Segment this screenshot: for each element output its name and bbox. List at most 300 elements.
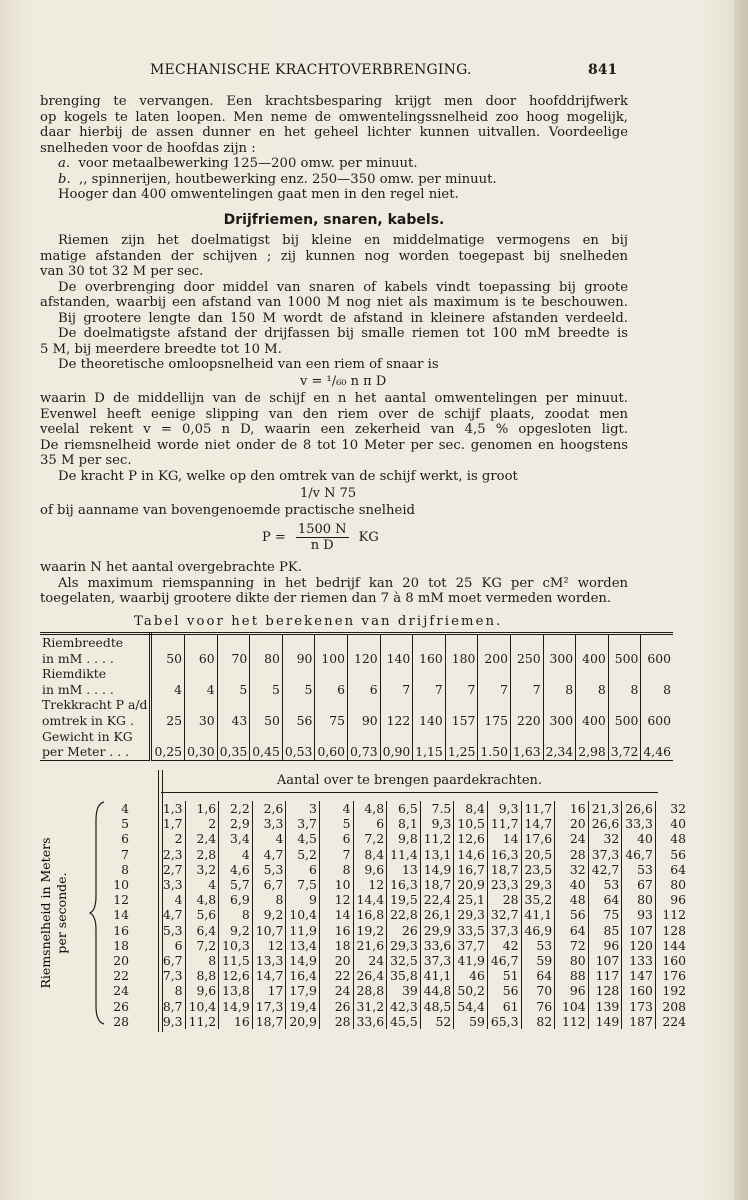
table-cell: 75 xyxy=(315,713,348,729)
text-line: op kogels te laten loopen. Men neme de omwentelingssnelheid zoo hoog mogelijk, xyxy=(40,109,628,125)
table-cell: 10,3 xyxy=(219,938,253,953)
text-line: De kracht P in KG, welke op den omtrek van de schijf werkt, is groot xyxy=(58,468,518,484)
table-cell: 13 xyxy=(387,862,421,877)
table-cell: 8 xyxy=(252,892,286,907)
table-cell: 20,9 xyxy=(454,877,488,892)
table-cell: 2,7 xyxy=(151,862,185,877)
table-row xyxy=(105,923,688,938)
table-cell: 96 xyxy=(588,938,622,953)
table-cell: 37,3 xyxy=(487,923,521,938)
table-cell: 56 xyxy=(555,907,589,922)
table-cell: 59 xyxy=(454,1014,488,1029)
table-cell: 23,3 xyxy=(487,877,521,892)
table-cell: 6 xyxy=(353,816,387,831)
table-cell-empty xyxy=(250,729,283,745)
table-cell: 9 xyxy=(286,892,320,907)
table-cell: 20 xyxy=(319,953,353,968)
speed-value: 16 xyxy=(113,922,129,938)
table-cell: 10,4 xyxy=(286,907,320,922)
table-row xyxy=(105,953,688,968)
table-cell: 16,3 xyxy=(487,847,521,862)
table-cell: 44,8 xyxy=(420,983,454,998)
table-cell: 48 xyxy=(670,831,686,847)
table-cell-empty xyxy=(608,729,641,745)
table-cell: 8,1 xyxy=(387,816,421,831)
table-cell: 32 xyxy=(555,862,589,877)
table-cell: 7,2 xyxy=(353,831,387,846)
table-cell: 17,9 xyxy=(286,983,320,998)
table-cell: 11,2 xyxy=(185,1014,219,1029)
table-cell: 0,30 xyxy=(185,744,218,760)
table-cell: 7,2 xyxy=(185,938,219,953)
table-cell: 22,4 xyxy=(420,892,454,907)
table-cell: 31,2 xyxy=(353,999,387,1014)
table-cell: 25,1 xyxy=(454,892,488,907)
table-cell-empty xyxy=(576,729,609,745)
table-cell-empty xyxy=(348,634,381,651)
table-cell: 41,1 xyxy=(420,968,454,983)
table-cell: 140 xyxy=(380,651,413,667)
table-cell: 5 xyxy=(319,816,353,831)
table-cell: 40 xyxy=(555,877,589,892)
table-cell-empty xyxy=(185,634,218,651)
speed-value: 14 xyxy=(113,907,129,923)
table-cell: 7.5 xyxy=(420,801,454,816)
table-cell: 26,6 xyxy=(588,816,622,831)
table-cell: 600 xyxy=(647,650,671,666)
table-cell-empty xyxy=(641,697,673,713)
table-row xyxy=(40,729,673,745)
table-cell: 5 xyxy=(282,682,315,698)
table-cell: 52 xyxy=(420,1014,454,1029)
table-cell: 5 xyxy=(217,682,250,698)
running-header: MECHANISCHE KRACHTOVERBRENGING. xyxy=(150,62,472,78)
table-cell: 11,9 xyxy=(286,923,320,938)
table-cell: 17 xyxy=(252,983,286,998)
table-cell: 8 xyxy=(663,681,671,697)
table-cell: 16,4 xyxy=(286,968,320,983)
text-line: veelal rekent v = 0,05 n D, waarin een zekerheid van 4,5 % opgesloten ligt. xyxy=(40,422,628,437)
table-cell: 5,6 xyxy=(185,907,219,922)
table-cell: 20,5 xyxy=(521,847,555,862)
table-cell-empty xyxy=(380,634,413,651)
table-cell: 187 xyxy=(622,1014,656,1029)
table-cell: 224 xyxy=(662,1013,686,1029)
table-cell-empty xyxy=(250,666,283,682)
table-caption: Tabel voor het berekenen van drijfriemen. xyxy=(134,614,503,629)
table-cell: 7 xyxy=(445,682,478,698)
table-cell-empty xyxy=(380,697,413,713)
horsepower-header: Aantal over te brengen paardekrachten. xyxy=(161,770,658,793)
table-cell-empty xyxy=(185,729,218,745)
table-cell: 133 xyxy=(622,953,656,968)
table-cell: 65,3 xyxy=(487,1014,521,1029)
table-cell: 14,9 xyxy=(219,999,253,1014)
table-cell: 67 xyxy=(622,877,656,892)
table-cell: 53 xyxy=(521,938,555,953)
table-cell: 2,6 xyxy=(252,801,286,816)
text-line: De doelmatigste afstand der drijfassen bij smalle riemen tot 100 mM breedte is xyxy=(58,326,628,341)
table-cell-empty xyxy=(380,666,413,682)
table-cell: 4,6 xyxy=(219,862,253,877)
table-cell-empty xyxy=(315,729,348,745)
table-cell: 2,8 xyxy=(185,847,219,862)
table-row xyxy=(40,651,673,667)
table-cell: 3,3 xyxy=(252,816,286,831)
table-cell: 20 xyxy=(555,816,589,831)
page-edge xyxy=(734,0,748,1200)
table-cell-empty xyxy=(185,666,218,682)
table-cell: 39 xyxy=(387,983,421,998)
table-cell: 33,6 xyxy=(420,938,454,953)
text-line: 35 M per sec. xyxy=(40,453,132,468)
table-cell: 32 xyxy=(588,831,622,846)
text-line: toegelaten, waarbij grootere dikte der riemen dan 7 à 8 mM moet vermeden worden. xyxy=(40,591,612,606)
table-cell: 4,7 xyxy=(252,847,286,862)
table-cell: 5,3 xyxy=(151,923,185,938)
table-cell-empty xyxy=(576,697,609,713)
table-cell: 14,7 xyxy=(521,816,555,831)
table-cell: 33,6 xyxy=(353,1014,387,1029)
table-cell: 6 xyxy=(286,862,320,877)
table-row xyxy=(105,907,688,922)
table-cell: 7,3 xyxy=(151,968,185,983)
table-cell: 13,8 xyxy=(219,983,253,998)
table-cell: 26,6 xyxy=(622,801,656,816)
table-cell: 0,45 xyxy=(250,744,283,760)
table-cell: 22 xyxy=(319,968,353,983)
text-line: Riemen zijn het doelmatigst bij kleine en middelmatige vermogens en bij xyxy=(58,233,628,248)
table-cell: 64 xyxy=(521,968,555,983)
table-cell-empty xyxy=(315,666,348,682)
table-cell: 96 xyxy=(670,892,686,908)
table-cell: 5 xyxy=(250,682,283,698)
table-cell: 18 xyxy=(319,938,353,953)
table-cell-empty xyxy=(576,634,609,651)
body-paragraph-3 xyxy=(40,503,628,519)
speed-value: 4 xyxy=(121,801,129,816)
table-cell: 96 xyxy=(555,983,589,998)
text-line: snelheden voor de hoofdas zijn : xyxy=(40,140,256,156)
table-row xyxy=(105,968,688,983)
table-cell: 6 xyxy=(315,682,348,698)
table-cell: 8 xyxy=(319,862,353,877)
table-cell-empty xyxy=(315,634,348,651)
speed-value: 26 xyxy=(113,998,129,1014)
table-cell: 180 xyxy=(445,651,478,667)
table-cell-empty xyxy=(250,697,283,713)
table-cell: 24 xyxy=(353,953,387,968)
table-cell: 64 xyxy=(588,892,622,907)
table-cell: 56 xyxy=(487,983,521,998)
table-cell: 100 xyxy=(315,651,348,667)
speed-value: 20 xyxy=(113,953,129,969)
table-cell: 1,25 xyxy=(445,744,478,760)
table-cell: 26,4 xyxy=(353,968,387,983)
table-cell: 21,6 xyxy=(353,938,387,953)
table-cell: 33,5 xyxy=(454,923,488,938)
table-cell: 7,5 xyxy=(286,877,320,892)
table-cell: 64 xyxy=(670,861,686,877)
table-cell: 88 xyxy=(555,968,589,983)
table-cell: 5,7 xyxy=(219,877,253,892)
table-cell: 2 xyxy=(185,816,219,831)
table-cell: 72 xyxy=(555,938,589,953)
text-line: daar hierbij de assen dunner en het geheel lichter kunnen uitvallen. Voordeelige xyxy=(40,125,628,140)
table-cell: 107 xyxy=(622,923,656,938)
table-cell: 4 xyxy=(151,892,185,907)
table-cell: 35,8 xyxy=(387,968,421,983)
table-cell: 200 xyxy=(478,651,511,667)
table-cell: 3,72 xyxy=(608,744,641,760)
text-line: De theoretische omloopsnelheid van een riem of snaar is xyxy=(58,357,439,372)
table-cell: 11,4 xyxy=(387,847,421,862)
table-cell: 9,3 xyxy=(487,801,521,816)
table-cell: 14,9 xyxy=(420,862,454,877)
table-cell: 19,5 xyxy=(387,892,421,907)
text-line: Als maximum riemspanning in het bedrijf kan 20 tot 25 KG per cM² worden xyxy=(58,575,628,591)
text-line: van 30 tot 32 M per sec. xyxy=(40,264,204,279)
table-cell: 8 xyxy=(576,682,609,698)
text-line: 5 M, bij meerdere breedte tot 10 M. xyxy=(40,341,282,357)
table-cell: 50 xyxy=(250,713,283,729)
text-line: brenging te vervangen. Een krachtsbesparing krijgt men door hoofddrijfwerk xyxy=(40,94,628,109)
table-cell: 300 xyxy=(543,651,576,667)
table-cell: 104 xyxy=(555,999,589,1014)
table-cell: 500 xyxy=(608,651,641,667)
table-cell: 76 xyxy=(521,999,555,1014)
table-cell-empty xyxy=(445,697,478,713)
table-cell: 149 xyxy=(588,1014,622,1029)
table-cell: 32 xyxy=(670,801,686,816)
table-cell: 4,5 xyxy=(286,831,320,846)
side-label-1: Riemsnelheid in Meters xyxy=(38,837,53,989)
table-cell: 14,6 xyxy=(454,847,488,862)
table-row xyxy=(40,682,673,698)
table-cell: 3,3 xyxy=(151,877,185,892)
table-cell: 117 xyxy=(588,968,622,983)
table-row xyxy=(105,892,688,907)
table-cell: 8 xyxy=(543,682,576,698)
table-cell-empty xyxy=(543,697,576,713)
table-row xyxy=(40,634,673,651)
table-cell: 50,2 xyxy=(454,983,488,998)
table-cell: 2 xyxy=(151,831,185,846)
speed-value: 24 xyxy=(113,983,129,999)
table-cell: 17,3 xyxy=(252,999,286,1014)
table-row xyxy=(105,983,688,998)
table-cell: 10,4 xyxy=(185,999,219,1014)
table-cell: 4 xyxy=(319,801,353,816)
table-cell: 6,7 xyxy=(151,953,185,968)
table-cell: 75 xyxy=(588,907,622,922)
list-marker: b. xyxy=(58,171,71,187)
text-line: of bij aanname van bovengenoemde practische snelheid xyxy=(40,503,415,518)
belt-dimensions-table xyxy=(40,632,673,761)
table-cell: 12 xyxy=(319,892,353,907)
table-cell: 0,35 xyxy=(217,744,250,760)
table-cell: 160 xyxy=(662,953,686,969)
table-cell-empty xyxy=(315,697,348,713)
table-cell-empty xyxy=(543,729,576,745)
table-row xyxy=(105,831,688,846)
table-cell: 90 xyxy=(348,713,381,729)
table-cell: 11,7 xyxy=(521,801,555,816)
table-cell: 13,3 xyxy=(252,953,286,968)
table-cell-empty xyxy=(478,729,511,745)
table-cell: 40 xyxy=(622,831,656,846)
table-row xyxy=(105,938,688,953)
table-cell: 5,2 xyxy=(286,847,320,862)
speed-value: 5 xyxy=(121,816,129,832)
table-cell: 1,6 xyxy=(185,801,219,816)
table-row xyxy=(105,801,688,816)
formula-omloopsnelheid: v = ¹/₆₀ n π D xyxy=(300,374,387,389)
table-cell-empty xyxy=(576,666,609,682)
table-row xyxy=(40,713,673,729)
table-cell-empty xyxy=(478,697,511,713)
table-cell: 8 xyxy=(185,953,219,968)
table-cell: 42 xyxy=(487,938,521,953)
table-cell: 29,3 xyxy=(387,938,421,953)
table-row xyxy=(105,1014,688,1029)
table-cell-empty xyxy=(445,729,478,745)
table-cell-empty xyxy=(151,634,185,651)
formula-unit: KG xyxy=(358,530,379,545)
table-cell: 0,25 xyxy=(151,744,185,760)
table-cell: 112 xyxy=(662,907,686,923)
table-cell: 5,3 xyxy=(252,862,286,877)
table-cell: 1,3 xyxy=(151,801,185,816)
table-cell: 12 xyxy=(353,877,387,892)
table-cell: 8,4 xyxy=(353,847,387,862)
formula-kracht: 1/v N 75 xyxy=(300,486,357,501)
table-cell: 2,2 xyxy=(219,801,253,816)
table-cell: 122 xyxy=(380,713,413,729)
table-cell: 400 xyxy=(576,713,609,729)
text-line: afstanden, waarbij een afstand van 1000 M nog niet als maximum is te beschouwen. xyxy=(40,295,628,310)
table-cell: 7 xyxy=(380,682,413,698)
table-cell: 14 xyxy=(319,907,353,922)
speed-value: 8 xyxy=(121,861,129,877)
table-cell: 54,4 xyxy=(454,999,488,1014)
row-label-unit: omtrek in KG . xyxy=(40,713,151,729)
horsepower-table xyxy=(105,801,688,1029)
table-cell: 3,2 xyxy=(185,862,219,877)
table-cell: 28,8 xyxy=(353,983,387,998)
table-cell-empty xyxy=(217,729,250,745)
fraction-numerator: 1500 N xyxy=(297,522,347,537)
table-cell: 173 xyxy=(622,999,656,1014)
table-cell: 56 xyxy=(282,713,315,729)
table-cell: 21,3 xyxy=(588,801,622,816)
table-cell: 2,34 xyxy=(543,744,576,760)
table-cell: 220 xyxy=(511,713,544,729)
table-row xyxy=(105,877,688,892)
table-cell: 9,3 xyxy=(420,816,454,831)
fraction-denominator: n D xyxy=(310,538,334,553)
table-cell: 4,8 xyxy=(353,801,387,816)
table-cell-empty xyxy=(511,666,544,682)
text-line: matige afstanden der schijven ; zij kunnen nog worden toegepast bij snelheden xyxy=(40,248,628,264)
table-cell: 0,90 xyxy=(380,744,413,760)
table-cell: 3 xyxy=(286,801,320,816)
table-cell: 160 xyxy=(413,651,446,667)
table-cell: 37,3 xyxy=(420,953,454,968)
table-cell-empty xyxy=(348,729,381,745)
table-cell: 26 xyxy=(387,923,421,938)
formula-p xyxy=(262,522,379,553)
table-cell: 14,7 xyxy=(252,968,286,983)
body-paragraph-2 xyxy=(40,391,628,484)
table-cell-empty xyxy=(511,634,544,651)
table-cell: 16,7 xyxy=(454,862,488,877)
table-cell: 9,6 xyxy=(185,983,219,998)
table-cell: 24 xyxy=(555,831,589,846)
table-cell: 14,9 xyxy=(286,953,320,968)
table-cell-empty xyxy=(282,697,315,713)
table-cell: 46,7 xyxy=(622,847,656,862)
table-cell: 2,98 xyxy=(576,744,609,760)
list-text: ,, spinnerijen, houtbewerking enz. 250—350 omw. per minuut. xyxy=(79,171,497,187)
table-cell: 53 xyxy=(622,862,656,877)
table-cell: 59 xyxy=(521,953,555,968)
table-cell: 6 xyxy=(348,682,381,698)
table-row xyxy=(105,862,688,877)
body-paragraph-4 xyxy=(40,560,628,607)
table-cell: 80 xyxy=(670,877,686,893)
table-cell-empty xyxy=(608,634,641,651)
table-cell-empty xyxy=(413,666,446,682)
table-cell: 9,8 xyxy=(387,831,421,846)
table-cell-empty xyxy=(348,666,381,682)
table-cell: 9,6 xyxy=(353,862,387,877)
table-cell: 9,3 xyxy=(151,1014,185,1029)
table-cell: 28 xyxy=(555,847,589,862)
table-cell: 42,7 xyxy=(588,862,622,877)
table-cell: 32,5 xyxy=(387,953,421,968)
table-cell: 85 xyxy=(588,923,622,938)
table-cell: 128 xyxy=(588,983,622,998)
table-cell: 2,3 xyxy=(151,847,185,862)
table-cell: 4,46 xyxy=(641,744,673,760)
list-text: voor metaalbewerking 125—200 omw. per minuut. xyxy=(78,156,418,171)
speed-value: 28 xyxy=(113,1013,129,1029)
table-cell: 56 xyxy=(670,846,686,862)
table-cell: 42,3 xyxy=(387,999,421,1014)
formula-lhs: P = xyxy=(262,530,286,545)
table-cell: 6,4 xyxy=(185,923,219,938)
table-cell: 400 xyxy=(576,651,609,667)
table-cell: 40 xyxy=(670,816,686,832)
table-cell: 1,15 xyxy=(413,744,446,760)
table-row xyxy=(105,816,688,831)
table-cell: 16 xyxy=(219,1014,253,1029)
body-paragraph-1 xyxy=(40,233,628,373)
table-cell: 3,7 xyxy=(286,816,320,831)
table-cell: 208 xyxy=(662,998,686,1014)
table-cell: 37,7 xyxy=(454,938,488,953)
table-cell: 600 xyxy=(647,712,671,728)
table-cell: 18,7 xyxy=(487,862,521,877)
table-cell: 139 xyxy=(588,999,622,1014)
table-cell: 8 xyxy=(151,983,185,998)
table-cell: 23,5 xyxy=(521,862,555,877)
table-cell: 175 xyxy=(478,713,511,729)
table-cell: 28 xyxy=(487,892,521,907)
table-cell: 11,7 xyxy=(487,816,521,831)
table-cell: 19,4 xyxy=(286,999,320,1014)
